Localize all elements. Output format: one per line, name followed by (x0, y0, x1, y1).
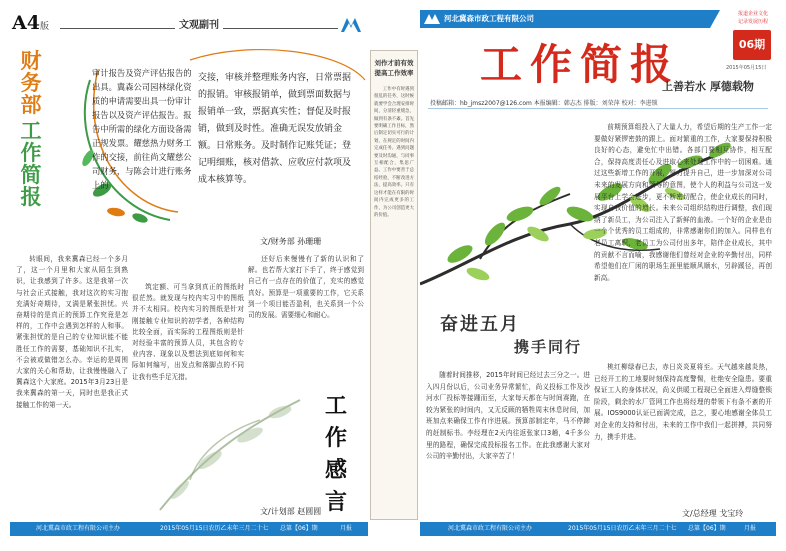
calligraphy-char: 作 (324, 425, 347, 451)
vertical-title-char: 工 (20, 118, 42, 143)
footer-date: 2015年05月15日农历乙未年三月二十七 (568, 525, 677, 532)
calligraphy-char: 感 (324, 457, 347, 483)
intro-article-text-2: 桃红柳绿春已去，赤日炎炎夏将至。天气越来越炎热，已经开工的工地要时刻保持高度警惕，杜绝安全隐患。要重保证工人的身体状况，尚义供暖工程现已全面进入焊缝整锁阶段，剩余的水厂管网工作也将经理的带领下有条不紊的开展。IOS9000认证已面满完成，总之，要心地感谢全体员工对企业的支持和付出，未来的工作中我们一起拼搏，共同努力，携手并进。 (594, 363, 772, 441)
company-logo-icon (340, 14, 362, 34)
footer-label: 月报 (340, 525, 353, 532)
article-body: 随着时间推移，2015年时间已经过去三分之一。进入四月份以后，公司业务异常繁忙，尚义投标工作及沙河水厂投标等接踵而至，大家每天都在与时间赛跑，在较为紧张的时间内，又无反顾的牺牲周末休息时间，加班加点来确保工作有序进展。预算部制定年，马不停蹄的赶制标书。李经理在2天内往返张家口3趟，4千多公里的路程，确保完成投标报名工作。在此我感谢大家对公司的辛勤付出，大家辛苦了！ (426, 371, 590, 461)
poem-left-text: 审计报告及资产评估报告的出具。冀森公司园林绿化资质的申请需要出具一份审计报告以及资产评估报告。报告中所需的绿化方面设备需正规发票。耀慈热力财务工作的交接，前往尚文耀慈公司财务，与陈会计进行账务上的 (92, 68, 192, 190)
page-number: A4 (12, 12, 40, 34)
vertical-title-char: 务 (20, 70, 42, 95)
vertical-title-char: 作 (20, 140, 42, 165)
left-page (10, 10, 368, 540)
footer-issue: 总第【06】期 (688, 525, 726, 532)
masthead-title: 工作简报 (480, 40, 681, 89)
masthead-badges (738, 10, 768, 26)
calligraphy-char: 工 (324, 393, 347, 419)
footer-label: 月报 (744, 525, 757, 532)
left-page-header (10, 10, 368, 40)
vertical-title-char: 部 (20, 92, 42, 117)
issue-badge: 06期 (733, 30, 771, 60)
plant-decoration (140, 340, 310, 520)
column-name: 文观副刊 (175, 16, 223, 31)
calligraphy-title (316, 390, 356, 518)
middle-column (370, 10, 418, 540)
left-page-footer (10, 522, 368, 536)
masthead-slogan: 上善若水 厚德载物 (662, 80, 754, 93)
footer-org: 河北冀森市政工程有限公司主办 (448, 525, 533, 532)
column-3-signature: 文/计划部 赵圆圆 (260, 507, 322, 516)
footer-issue: 总第【06】期 (280, 525, 318, 532)
calligraphy-char: 言 (324, 489, 347, 515)
footer-org: 河北冀森市政工程有限公司主办 (36, 525, 121, 532)
vertical-title-char: 报 (20, 184, 42, 209)
badge-2: 记录发展历程 (738, 19, 769, 25)
poem-right-text: 交接，审核并整理账务内容，日常票据的报销。审核报销单，做到票面数据与报销单一致，票据真实性；督促及时报销，做到及时性。准确无误发放销金额。日常账务。及时制作记账凭证；登记明细账，核对借款、应收应付款项及成本核算等。 (198, 73, 352, 185)
page-number-suffix: 版 (40, 22, 50, 32)
article-column-2: 筑定额、可当拿到真正的图纸时很茫然。就发现与校内实习中的图纸并不太相同。校内实习的图纸是针对刚接触专业知识的初学者，各种结构比较全面，而实际的工程图纸则是针对经验丰富的预算人员，其包含的专业内容、现象以及想法到底如何和实际如何编写，出发点和落脚点的不同让我有些手足无措。 (132, 283, 244, 381)
footer-date: 2015年05月15日农历乙未年三月二十七 (160, 525, 269, 532)
article-column-1: 转眼间，我来冀森已经一个多月了，这一个月里和大家从陌生到熟识，让我感到了许多。这是我第一次与社会正式接触，我对这次的实习抱充满好奇期待，又满是紧张担忧。兴奋期待的是真正的预算工作究竟是怎样的，工作中会遇到怎样的人和事。紧张担忧的是自己的专业知识能不能胜任工作的需要，基础知识不扎实，不会被或做错怎么办。幸运的是周围大家的关心和帮助，让我慢慢融入了冀森这个大家庭。2015年3月23日是我来冀森的第一天，同时也是我正式接触工作的第一天。 (16, 255, 128, 409)
vertical-title-report (18, 120, 44, 208)
vertical-title-char: 简 (20, 162, 42, 187)
poem-signature: 文/财务部 孙珊珊 (260, 237, 322, 246)
masthead-meta: 投稿邮箱：hb_jmsz2007@126.com 本报编辑：韩志杰 排版：刘荣萍 校对：李进锁 (430, 100, 658, 107)
middle-column-title: 刘作才前有效提高工作效率 (374, 59, 414, 77)
masthead (420, 10, 776, 118)
vertical-title-dept (18, 50, 44, 116)
right-page-footer (420, 522, 776, 536)
article-signature: 文/总经理 戈宝玲 (682, 509, 744, 518)
intro-article-text: 前期预算组投入了大量人力，希望后期的生产工作一定要做好紧锣密鼓的跟上。面对繁重的工作，大家要保持积极良好的心态，避免忙中出错。各部门要相互协作，相互配合，保持高度责任心及进取心来处理工作中的一切困难。通过这些新增工作的开展，努力提升自己，进一步加深对公司未来的发展方向和领导的意图，使个人的利益与公司这一发展平台上学会进步，更不断密切配合，使企业成长的同时，实现自我价值的增长。未来公司组织结构进行调整，我们现纳了新员工，为公司注入了新鲜的血液。一个好的企业是由一个个优秀的员工组成的，非常感谢你们的加入。同样也有老员工离职，老员工为公司付出多年，陪伴企业成长，其中的贡献不言而喻，我感谢他们曾经对企业的辛勤付出，同样希望他们在厂闲的职场生涯里能顺风顺水，另辟蹊径，再创新高。 (594, 123, 772, 282)
middle-column-text: 工作中有时遇到很乱的任务，这时候就要学会合理安排时间，分清轻重缓急，做到有条不紊。首先要明确工作目标，然后制定切实可行的计划，在规定的时间内完成任务。遇到问题要及时沟通，与同事互相配合，集思广益。工作中要善于总结经验，不断改进方法，提高效率。只有这样才能在有限的时间内完成更多的工作，为公司创造更大的价值。 (374, 87, 414, 218)
article-subheadline: 携手同行 (514, 338, 583, 356)
badge-1: 报道企业文化 (738, 11, 769, 17)
masthead-org: 河北冀森市政工程有限公司 (444, 14, 534, 23)
masthead-rule (428, 108, 768, 109)
article-column-3: 还好后来慢慢有了新的认识和了解。也若帮大家打下手了，终于感觉到自己有一点存在的价值了，充实的感觉真好。预算是一项重要的工作，它关系到一个项目能否盈利，也关系到一个公司的发展。需要细心和耐心。 (248, 255, 364, 320)
article-headline: 奋进五月 (440, 314, 520, 335)
vertical-title-char: 财 (20, 48, 42, 73)
issue-date: 2015年05月15日 (726, 65, 767, 71)
right-page (420, 10, 776, 540)
